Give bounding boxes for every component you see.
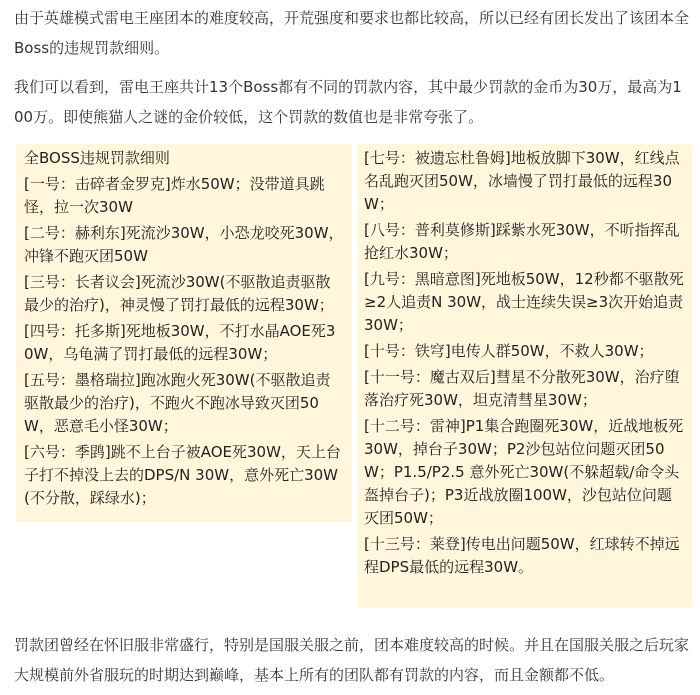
rule-boss-6: [六号：季鹍]跳不上台子被AOE死30W，天上台子打不掉没上去的DPS/N 30W，意外死亡30W(不分散，踩绿水)； (24, 443, 341, 507)
rule-boss-13: [十三号：莱登]传电出问题50W，红球转不掉远程DPS最低的远程30W。 (364, 535, 680, 576)
rule-boss-10: [十号：铁穹]电传人群50W，不救人30W； (364, 342, 654, 360)
rule-boss-11: [十一号：魔古双后]彗星不分散死30W，治疗堕落治疗死30W，坦克清彗星30W； (364, 368, 680, 409)
rule-boss-2: [二号：赫利东]死流沙30W，小恐龙咬死30W，冲锋不跑灭团50W (24, 224, 344, 265)
rule-boss-9: [九号：黑暗意图]死地板50W，12秒都不驱散死≥2人追责N 30W，战士连续失误≥3次开始追责30W； (364, 270, 684, 334)
rule-boss-1: [一号：击碎者金罗克]炸水50W；没带道具跳怪，拉一次30W (24, 175, 325, 216)
penalty-rules-right-column (358, 144, 692, 608)
conclusion-paragraph: 罚款团曾经在怀旧服非常盛行，特别是国服关服之前，团本难度较高的时候。并且在国服关服之后玩家大规模前外省服玩的时期达到巅峰，基本上所有的团队都有罚款的内容，而且金额都不低。 (14, 636, 690, 684)
rule-boss-5: [五号：墨格瑞拉]跑冰跑火死30W(不驱散追责驱散最少的治疗)，不跑火不跑冰导致灭团50W，恶意毛小怪30W； (24, 371, 331, 435)
intro-paragraph: 由于英雄模式雷电王座团本的难度较高，开荒强度和要求也都比较高，所以已经有团长发出了该团本全Boss的违规罚款细则。 (14, 9, 690, 57)
rule-boss-3: [三号：长者议会]死流沙30W(不驱散追责驱散最少的治疗)，神灵慢了罚打最低的远程30W； (24, 273, 334, 314)
rules-heading: 全BOSS违规罚款细则 (24, 149, 170, 167)
rule-boss-12: [十二号：雷神]P1集合跑圈死30W，近战地板死30W，掉台子30W；P2沙包站位问题灭团50W；P1.5/P2.5 意外死亡30W(不躲超载/命令头盔掉台子)；P3近战放圈100W，沙包站位问题灭团50W； (364, 417, 684, 527)
rule-boss-8: [八号：普利莫修斯]踩紫水死30W，不听指挥乱抢红水30W； (364, 221, 680, 262)
summary-paragraph: 我们可以看到，雷电王座共计13个Boss都有不同的罚款内容，其中最少罚款的金币为30万，最高为100万。即使熊猫人之谜的金价较低，这个罚款的数值也是非常夸张了。 (14, 78, 682, 126)
rule-boss-4: [四号：托多斯]死地板30W，不打水晶AOE死30W，乌龟满了罚打最低的远程30W； (24, 322, 336, 363)
penalty-rules-left-column (16, 144, 352, 522)
rule-boss-7: [七号：被遗忘杜鲁姆]地板放脚下30W，红线点名乱跑灭团50W，冰墙慢了罚打最低的远程30W； (364, 149, 680, 213)
